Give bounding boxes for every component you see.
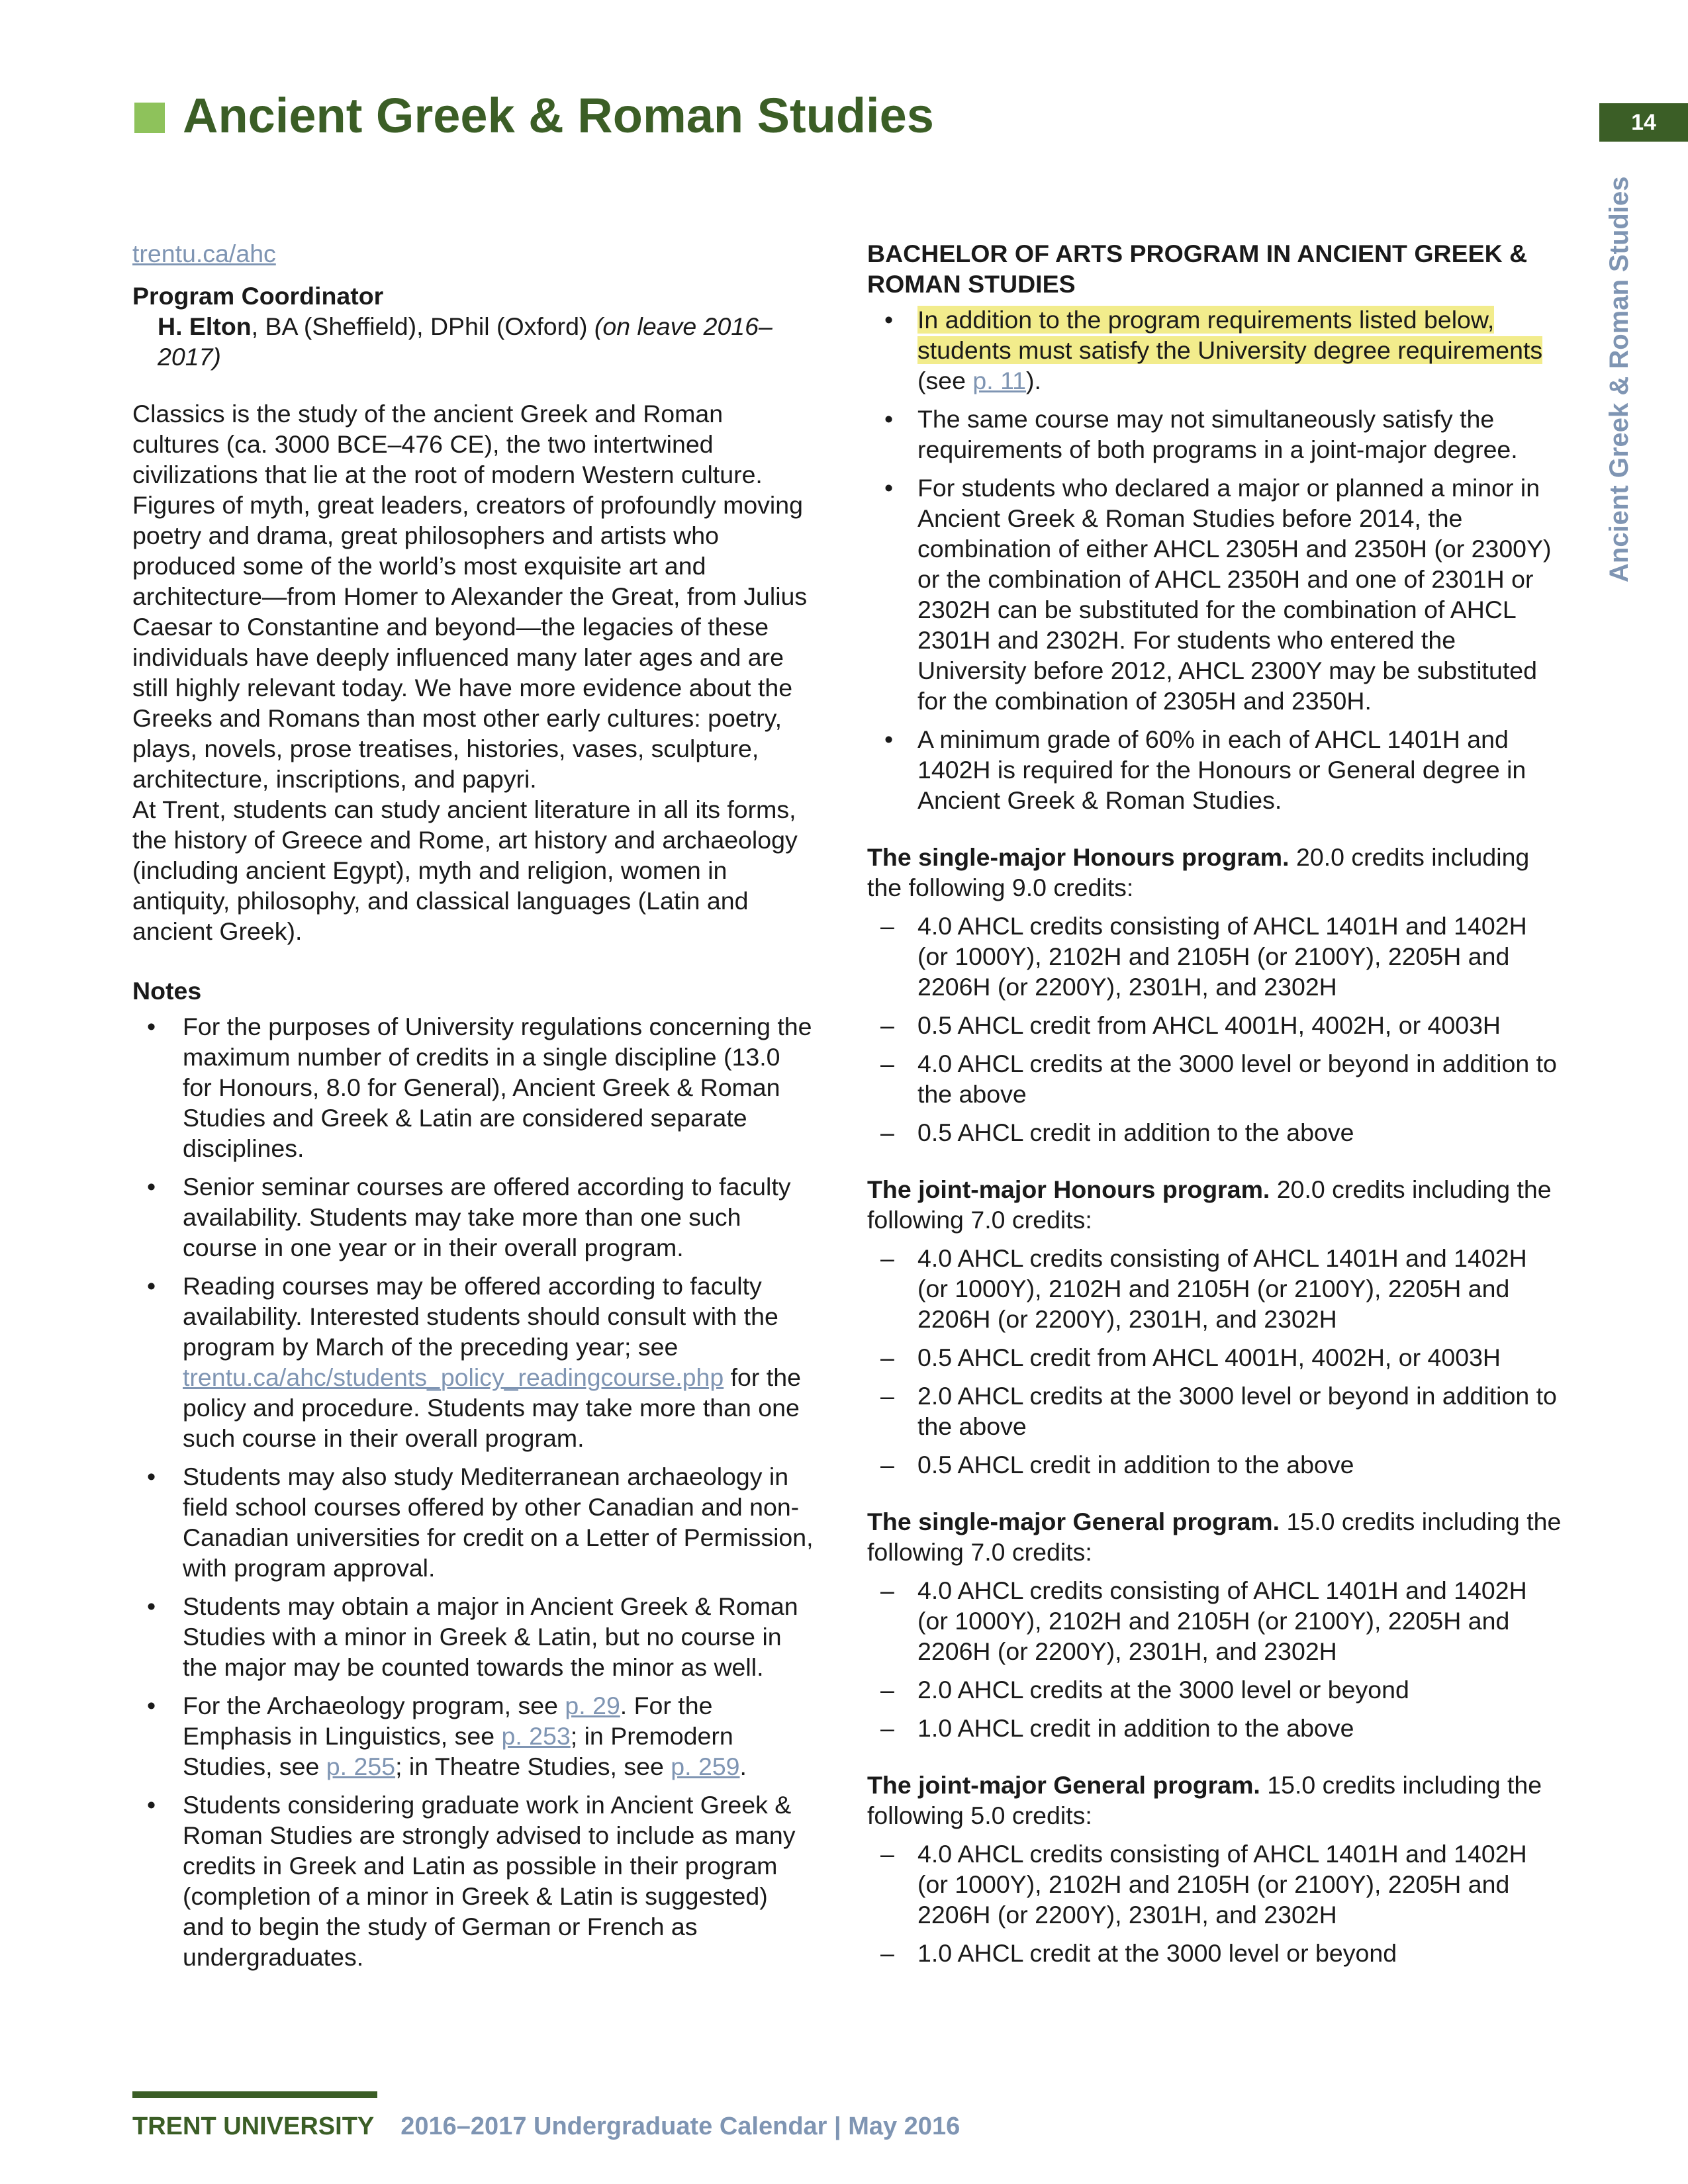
program-requirement-item: – 4.0 AHCL credits at the 3000 level or beyond in addition to the above bbox=[867, 1048, 1562, 1109]
single-major-general-heading bbox=[867, 1506, 1562, 1567]
footer-rule bbox=[132, 2091, 377, 2098]
single-major-general-list bbox=[867, 1575, 1562, 1743]
ba-program-heading: BACHELOR OF ARTS PROGRAM IN ANCIENT GREEK & ROMAN STUDIES bbox=[867, 240, 1528, 298]
program-title: The single-major General program. bbox=[867, 1508, 1280, 1535]
program-requirement-item: – 4.0 AHCL credits consisting of AHCL 1401H and 1402H (or 1000Y), 2102H and 2105H (or 2100Y), 2205H and 2206H (or 2200Y), 2301H, and 2302H bbox=[867, 1839, 1562, 1930]
notes-text: ; in Theatre Studies, see bbox=[395, 1752, 671, 1780]
footer bbox=[132, 2113, 960, 2141]
ba-requirements-list bbox=[867, 304, 1562, 815]
program-requirement-item: – 0.5 AHCL credit from AHCL 4001H, 4002H, or 4003H bbox=[867, 1010, 1562, 1040]
coordinator-entry bbox=[132, 311, 814, 372]
notes-list bbox=[132, 1011, 814, 1972]
notes-item: • Students considering graduate work in Ancient Greek & Roman Studies are strongly advised to include as many credits in Greek and Latin as possible in their program (completion of a minor in Greek & Latin is suggested) and to begin the study of German or French as undergraduates. bbox=[132, 1790, 814, 1972]
notes-item: • Senior seminar courses are offered according to faculty availability. Students may take more than one such course in one year or in their overall program. bbox=[132, 1171, 814, 1263]
right-column bbox=[867, 238, 1562, 1995]
footer-calendar: 2016–2017 Undergraduate Calendar | May 2016 bbox=[400, 2113, 961, 2140]
degree-requirements-page-link[interactable]: p. 11 bbox=[972, 367, 1026, 394]
notes-text: For the Archaeology program, see bbox=[183, 1692, 565, 1719]
coordinator-heading: Program Coordinator bbox=[132, 282, 384, 310]
notes-item: • Students may obtain a major in Ancient Greek & Roman Studies with a minor in Greek & Latin, but no course in the major may be counted towards the minor as well. bbox=[132, 1591, 814, 1682]
joint-major-general-heading bbox=[867, 1770, 1562, 1831]
ba-requirement-item: • The same course may not simultaneously satisfy the requirements of both programs in a joint-major degree. bbox=[867, 404, 1562, 465]
page-number-tab: 14 bbox=[1599, 103, 1688, 142]
program-requirement-item: – 1.0 AHCL credit in addition to the above bbox=[867, 1713, 1562, 1743]
linguistics-page-link[interactable]: p. 253 bbox=[501, 1722, 571, 1750]
program-credits: 20.0 credits including the following 9.0 credits: bbox=[867, 843, 1530, 901]
ba-requirement-item bbox=[867, 304, 1562, 396]
coordinator-leave-note: (on leave 2016–2017) bbox=[158, 312, 773, 371]
premodern-page-link[interactable]: p. 255 bbox=[326, 1752, 396, 1780]
reading-course-policy-link[interactable]: trentu.ca/ahc/students_policy_readingcourse.php bbox=[183, 1363, 724, 1391]
program-credits: 20.0 credits including the following 7.0 credits: bbox=[867, 1175, 1552, 1234]
program-requirement-item: – 2.0 AHCL credits at the 3000 level or beyond bbox=[867, 1674, 1562, 1705]
intro-paragraph: Classics is the study of the ancient Greek and Roman cultures (ca. 3000 BCE–476 CE), the two intertwined civilizations that lie at the root of modern Western culture. Figures of myth, great leaders, creators of profoundly moving poetry and drama, great philosophers and artists who produced some of the world’s most exquisite art and architecture—from Homer to Alexander the Great, from Julius Caesar to Constantine and beyond—the legacies of these individuals have deeply influenced many later ages and are still highly relevant today. We have more evidence about the Greeks and Romans than most other early cultures: poetry, plays, novels, prose treatises, histories, vases, sculpture, architecture, inscriptions, and papyri. bbox=[132, 400, 808, 793]
program-requirement-item: – 4.0 AHCL credits consisting of AHCL 1401H and 1402H (or 1000Y), 2102H and 2105H (or 2100Y), 2205H and 2206H (or 2200Y), 2301H, and 2302H bbox=[867, 1243, 1562, 1334]
joint-major-general-list bbox=[867, 1839, 1562, 1968]
joint-major-honours-heading bbox=[867, 1174, 1562, 1235]
notes-item bbox=[132, 1271, 814, 1453]
single-major-honours-list bbox=[867, 911, 1562, 1148]
program-requirement-item: – 0.5 AHCL credit in addition to the above bbox=[867, 1449, 1562, 1480]
notes-heading: Notes bbox=[132, 977, 202, 1005]
program-website-link[interactable]: trentu.ca/ahc bbox=[132, 240, 276, 267]
ba-requirement-item: • For students who declared a major or planned a minor in Ancient Greek & Roman Studies before 2014, the combination of either AHCL 2305H and 2350H (or 2300Y) or the combination of AHCL 2350H and one of 2301H or 2302H can be substituted for the combination of AHCL 2301H and 2302H. For students who entered the University before 2012, AHCL 2300Y may be substituted for the combination of 2305H and 2350H. bbox=[867, 473, 1562, 716]
notes-text: . bbox=[739, 1752, 747, 1780]
single-major-honours-heading bbox=[867, 842, 1562, 903]
program-requirement-item: – 4.0 AHCL credits consisting of AHCL 1401H and 1402H (or 1000Y), 2102H and 2105H (or 2100Y), 2205H and 2206H (or 2200Y), 2301H, and 2302H bbox=[867, 911, 1562, 1002]
program-requirement-item: – 1.0 AHCL credit at the 3000 level or beyond bbox=[867, 1938, 1562, 1968]
program-credits: 15.0 credits including the following 5.0 credits: bbox=[867, 1771, 1542, 1829]
page-title: Ancient Greek & Roman Studies bbox=[183, 88, 934, 143]
highlighted-text: In addition to the program requirements listed below, students must satisfy the University degree requirements bbox=[917, 306, 1543, 364]
coordinator-name: H. Elton bbox=[158, 312, 252, 340]
program-requirement-item: – 4.0 AHCL credits consisting of AHCL 1401H and 1402H (or 1000Y), 2102H and 2105H (or 2100Y), 2205H and 2206H (or 2200Y), 2301H, and 2302H bbox=[867, 1575, 1562, 1666]
theatre-page-link[interactable]: p. 259 bbox=[671, 1752, 740, 1780]
ba-requirement-text: ). bbox=[1026, 367, 1041, 394]
notes-text: . For the Emphasis in Linguistics, see bbox=[183, 1692, 713, 1750]
coordinator-credentials: , BA (Sheffield), DPhil (Oxford) bbox=[251, 312, 594, 340]
program-credits: 15.0 credits including the following 7.0 credits: bbox=[867, 1508, 1562, 1566]
joint-major-honours-list bbox=[867, 1243, 1562, 1480]
program-requirement-item: – 2.0 AHCL credits at the 3000 level or beyond in addition to the above bbox=[867, 1381, 1562, 1441]
left-column bbox=[132, 238, 814, 1980]
notes-item bbox=[132, 1690, 814, 1782]
notes-item: • For the purposes of University regulations concerning the maximum number of credits in a single discipline (13.0 for Honours, 8.0 for General), Ancient Greek & Roman Studies and Greek & Latin are considered separate disciplines. bbox=[132, 1011, 814, 1163]
notes-text: for the policy and procedure. Students may take more than one such course in their overall program. bbox=[183, 1363, 801, 1452]
notes-item: • Students may also study Mediterranean archaeology in field school courses offered by other Canadian and non-Canadian universities for credit on a Letter of Permission, with program approval. bbox=[132, 1461, 814, 1583]
program-title: The joint-major General program. bbox=[867, 1771, 1260, 1799]
program-requirement-item: – 0.5 AHCL credit from AHCL 4001H, 4002H, or 4003H bbox=[867, 1342, 1562, 1373]
program-title: The single-major Honours program. bbox=[867, 843, 1289, 871]
ba-requirement-text: (see bbox=[917, 367, 973, 394]
header-square-icon bbox=[134, 103, 165, 133]
footer-university: TRENT UNIVERSITY bbox=[132, 2113, 375, 2140]
notes-text: Reading courses may be offered according to faculty availability. Interested students should consult with the program by March of the preceding year; see bbox=[183, 1272, 778, 1361]
program-title: The joint-major Honours program. bbox=[867, 1175, 1270, 1203]
side-running-title: Ancient Greek & Roman Studies bbox=[1605, 176, 1634, 582]
ba-requirement-item: • A minimum grade of 60% in each of AHCL 1401H and 1402H is required for the Honours or General degree in Ancient Greek & Roman Studies. bbox=[867, 724, 1562, 815]
program-requirement-item: – 0.5 AHCL credit in addition to the above bbox=[867, 1117, 1562, 1148]
archaeology-page-link[interactable]: p. 29 bbox=[565, 1692, 620, 1719]
intro-paragraph-2: At Trent, students can study ancient literature in all its forms, the history of Greece and Rome, art history and archaeology (including ancient Egypt), myth and religion, women in antiquity, philosophy, and classical languages (Latin and ancient Greek). bbox=[132, 796, 798, 945]
notes-text: ; in Premodern Studies, see bbox=[183, 1722, 733, 1780]
